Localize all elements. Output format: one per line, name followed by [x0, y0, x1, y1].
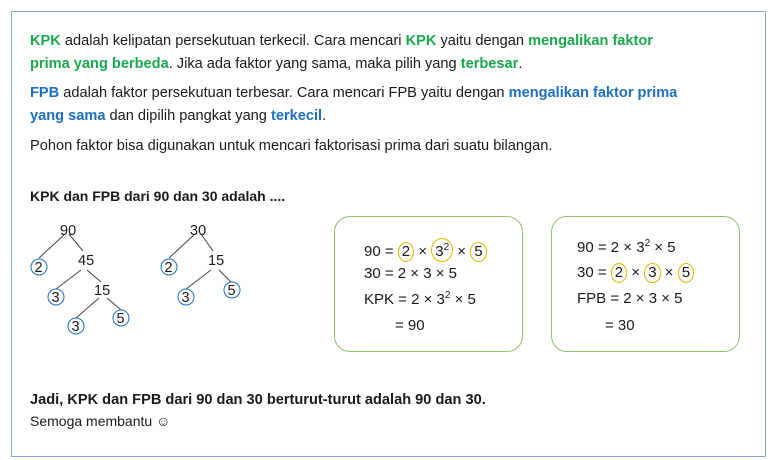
tree90-factor-3: 3 — [51, 290, 60, 306]
kpk-highlight: terbesar — [460, 56, 519, 72]
fpb-term: FPB — [30, 85, 60, 101]
tree30-node-15: 15 — [208, 253, 225, 269]
tree30-factor-5: 5 — [227, 283, 236, 299]
exponent: 2 — [644, 238, 651, 249]
fpb-definition — [30, 82, 680, 128]
tree90-node-45: 45 — [78, 253, 95, 269]
conclusion: Jadi, KPK dan FPB dari 90 dan 30 berturut-turut adalah 90 dan 30. — [30, 392, 486, 408]
circled-factor — [431, 238, 453, 262]
text-span: 3 — [435, 243, 444, 260]
closing-text: Semoga membantu ☺ — [30, 413, 171, 429]
fpb-highlight: terkecil — [270, 108, 323, 124]
text-span: . — [518, 56, 523, 72]
text-span: dan dipilih pangkat yang — [105, 108, 271, 124]
factor-tree-30 — [155, 218, 255, 308]
kpk-box — [334, 216, 523, 352]
circled-factor: 5 — [470, 242, 486, 262]
tree90-factor-3b: 3 — [71, 319, 80, 335]
circled-factor: 2 — [398, 242, 414, 262]
text-span: adalah faktor persekutuan terbesar. Cara mencari FPB yaitu dengan — [59, 85, 509, 101]
text-span: 90 = 2 × 3 — [577, 239, 645, 256]
tree90-node-15: 15 — [94, 283, 111, 299]
kpk-definition — [30, 30, 680, 76]
kpk-line-2: 30 = 2 × 3 × 5 — [364, 265, 457, 282]
text-span: × — [627, 264, 645, 281]
circled-factor: 2 — [611, 263, 627, 283]
tree30-root: 30 — [190, 223, 207, 239]
circled-factor: 5 — [678, 263, 694, 283]
fpb-result: = 30 — [605, 317, 635, 334]
fpb-line-3: FPB = 2 × 3 × 5 — [577, 290, 683, 307]
tree30-factor-3: 3 — [181, 290, 190, 306]
kpk-line-1 — [364, 238, 487, 262]
fpb-line-1 — [577, 238, 676, 256]
exponent: 2 — [443, 242, 450, 253]
text-span: × 5 — [450, 291, 476, 308]
tree90-factor-2: 2 — [34, 260, 43, 276]
text-span: . — [322, 108, 327, 124]
text-span: × — [414, 243, 432, 260]
text-span: × 5 — [650, 239, 676, 256]
text-span: × — [660, 264, 678, 281]
text-span: 90 = — [364, 243, 398, 260]
kpk-result: = 90 — [395, 317, 425, 334]
tree90-root: 90 — [60, 223, 77, 239]
fpb-box — [551, 216, 740, 352]
tree90-factor-5: 5 — [116, 311, 125, 327]
factor-tree-note: Pohon faktor bisa digunakan untuk mencari faktorisasi prima dari suatu bilangan. — [30, 138, 553, 154]
factor-tree-90 — [25, 218, 145, 343]
text-span: × — [453, 243, 471, 260]
exponent: 2 — [444, 290, 451, 301]
text-span: 30 = — [577, 264, 611, 281]
circled-factor: 3 — [644, 263, 660, 283]
text-span: adalah kelipatan persekutuan terkecil. Cara mencari — [60, 33, 406, 49]
question: KPK dan FPB dari 90 dan 30 adalah .... — [30, 188, 286, 204]
kpk-line-3 — [364, 290, 476, 308]
kpk-term: KPK — [405, 33, 437, 49]
kpk-rule: mengalikan faktor prima yang berbeda — [30, 33, 653, 72]
fpb-line-2 — [577, 263, 694, 283]
fpb-rule: mengalikan faktor prima yang sama — [30, 85, 678, 124]
kpk-term: KPK — [30, 33, 61, 49]
tree30-factor-2: 2 — [164, 260, 173, 276]
text-span: KPK = 2 × 3 — [364, 291, 445, 308]
text-span: yaitu dengan — [436, 33, 529, 49]
text-span: . Jika ada faktor yang sama, maka pilih yang — [168, 56, 461, 72]
